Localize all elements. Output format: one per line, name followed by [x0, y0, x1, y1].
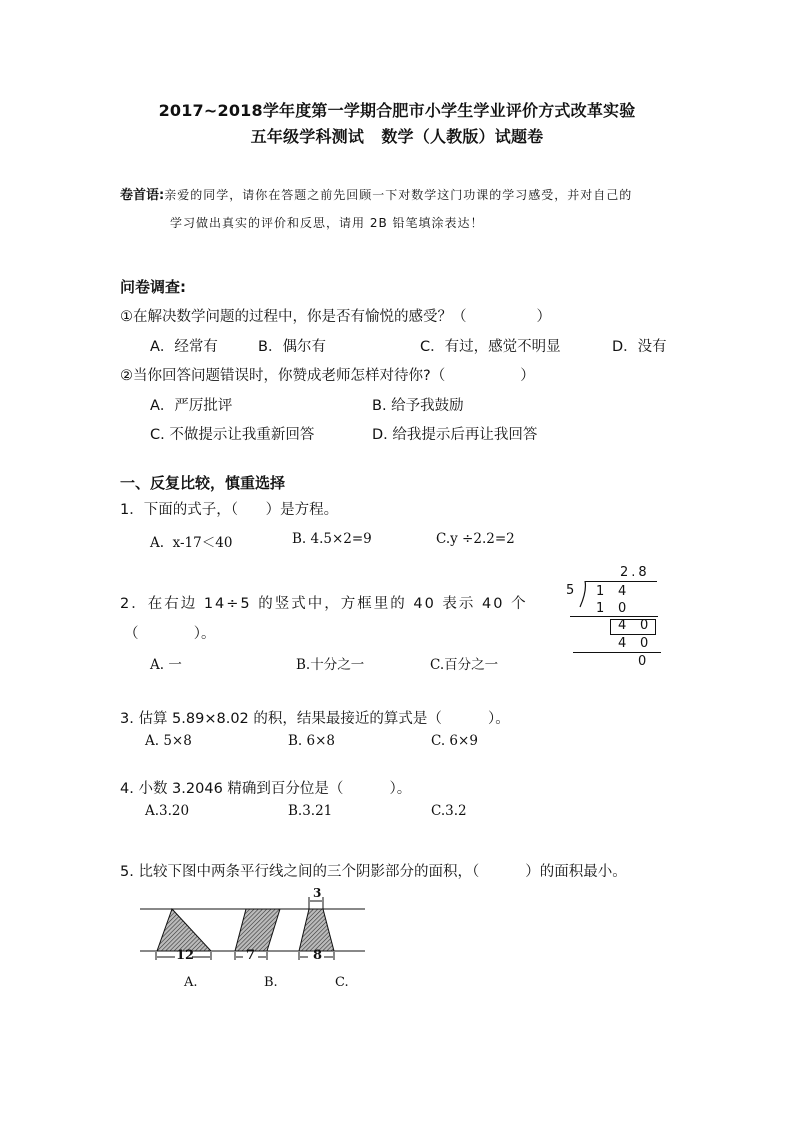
divisor: 5 — [566, 583, 575, 598]
highlight-box — [610, 619, 656, 635]
question-2: 2．在右边 14÷5 的竖式中，方框里的 40 表示 40 个 — [120, 596, 528, 612]
q2-option-b[interactable]: B.十分之一 — [296, 657, 365, 673]
q1-option-b[interactable]: B. 4.5×2=9 — [292, 531, 372, 547]
row3-digit: 4 — [618, 636, 627, 651]
subtract-line — [573, 652, 661, 653]
question-5: 5. 比较下图中两条平行线之间的三个阴影部分的面积，（ ）的面积最小。 — [120, 864, 627, 880]
q3-option-a[interactable]: A. 5×8 — [145, 733, 192, 749]
survey-q2-option-b[interactable]: B. 给予我鼓励 — [372, 398, 464, 414]
q4-option-c[interactable]: C.3.2 — [431, 803, 467, 819]
row3-digit: 0 — [640, 636, 649, 651]
q4-option-a[interactable]: A.3.20 — [145, 803, 190, 819]
survey-heading: 问卷调查: — [120, 278, 186, 296]
dividend-digit: 1 — [596, 584, 605, 599]
q2-option-c[interactable]: C.百分之一 — [430, 657, 499, 673]
survey-q2-option-c[interactable]: C. 不做提示让我重新回答 — [150, 427, 315, 443]
dim-label-8: 8 — [313, 948, 323, 963]
q1-option-a[interactable]: A. x-17＜40 — [150, 535, 233, 551]
q3-option-c[interactable]: C. 6×9 — [431, 733, 478, 749]
dim-label-12: 12 — [176, 948, 195, 963]
q3-option-b[interactable]: B. 6×8 — [288, 733, 335, 749]
survey-q1-option-d[interactable]: D．没有 — [612, 339, 667, 355]
q2-option-a[interactable]: A. 一 — [150, 657, 182, 673]
survey-q1: ①在解决数学问题的过程中，你是否有愉悦的感受？（ ） — [120, 309, 551, 325]
survey-q2-option-d[interactable]: D. 给我提示后再让我回答 — [372, 427, 538, 443]
q1-option-c[interactable]: C.y ÷2.2=2 — [436, 531, 515, 547]
section1-heading: 一、反复比较，慎重选择 — [120, 474, 286, 492]
intro-label: 卷首语: — [120, 188, 165, 203]
subtract-line — [570, 616, 658, 617]
dim-label-7: 7 — [246, 948, 256, 963]
figure-label-b[interactable]: B. — [264, 975, 278, 990]
row1-digit: 1 — [596, 601, 605, 616]
q4-option-b[interactable]: B.3.21 — [288, 803, 333, 819]
question-1: 1．下面的式子，（ ）是方程。 — [120, 502, 339, 518]
boxed-digit: 4 — [618, 618, 627, 633]
intro-line2: 学习做出真实的评价和反思，请用 2B 铅笔填涂表达！ — [170, 216, 484, 230]
dim-label-3: 3 — [313, 886, 322, 900]
question-3: 3. 估算 5.89×8.02 的积，结果最接近的算式是（ ）。 — [120, 711, 510, 727]
survey-q1-option-a[interactable]: A．经常有 — [150, 339, 218, 355]
division-bracket-icon — [578, 581, 588, 611]
survey-q2: ②当你回答问题错误时，你赞成老师怎样对待你?（ ） — [120, 368, 535, 384]
survey-q1-option-b[interactable]: B．偶尔有 — [258, 339, 326, 355]
dividend-digit: 4 — [618, 584, 627, 599]
question-2-cont: （ ）。 — [124, 626, 216, 642]
survey-q1-option-c[interactable]: C．有过，感觉不明显 — [420, 339, 561, 355]
boxed-digit: 0 — [640, 618, 649, 633]
quotient: 2.8 — [620, 565, 650, 580]
question-4: 4. 小数 3.2046 精确到百分位是（ ）。 — [120, 781, 412, 797]
page-title-line2: 五年级学科测试 数学（人教版）试题卷 — [250, 127, 544, 146]
row1-digit: 0 — [618, 601, 627, 616]
page-title-line1: 2017~2018学年度第一学期合肥市小学生学业评价方式改革实验 — [158, 101, 636, 120]
survey-q2-option-a[interactable]: A．严厉批评 — [150, 398, 233, 414]
figure-label-a[interactable]: A. — [184, 975, 198, 990]
remainder-digit: 0 — [638, 654, 647, 669]
figure-label-c[interactable]: C. — [335, 975, 349, 990]
intro-line1: 卷首语:亲爱的同学，请你在答题之前先回顾一下对数学这门功课的学习感受，并对自己的 — [120, 188, 633, 203]
division-bar — [585, 581, 657, 582]
